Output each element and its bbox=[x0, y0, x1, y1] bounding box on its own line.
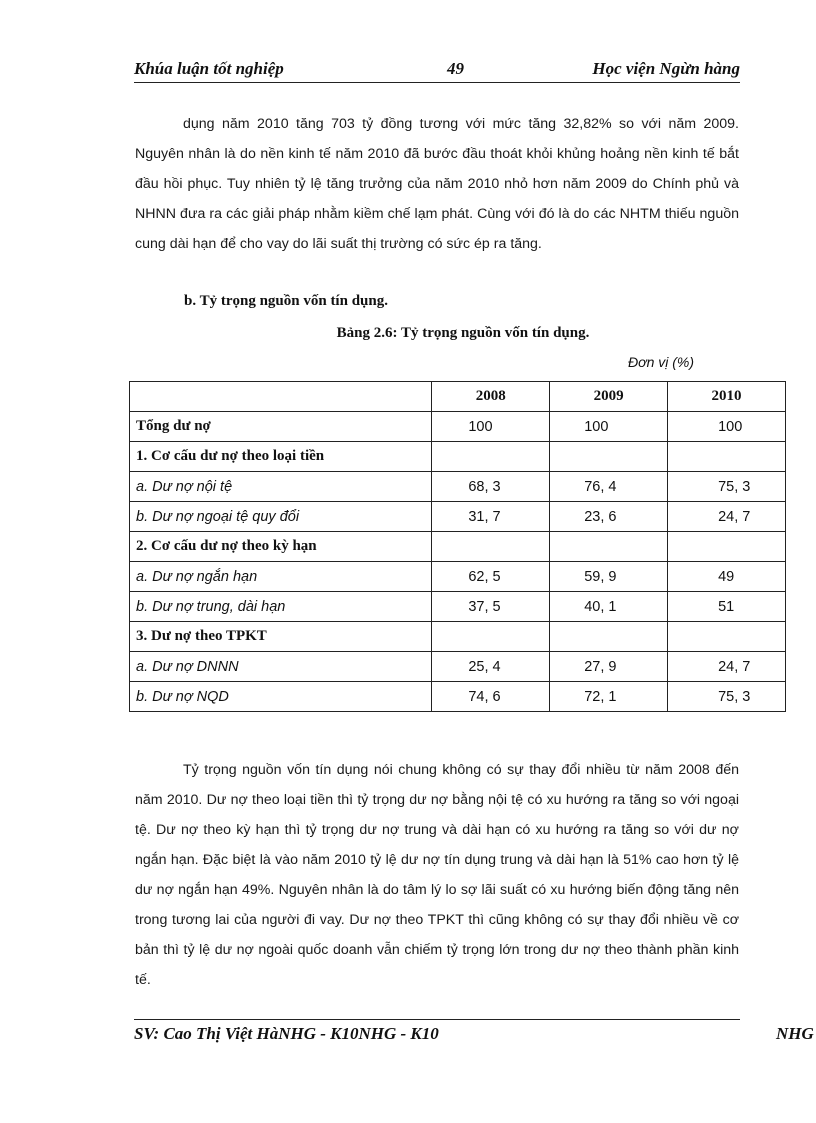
row-label: a. Dư nợ ngắn hạn bbox=[130, 562, 432, 592]
cell-2008: 62, 5 bbox=[432, 562, 550, 592]
cell-2009 bbox=[550, 622, 668, 652]
cell-2010: 49 bbox=[668, 562, 786, 592]
cell-2008 bbox=[432, 532, 550, 562]
header-institution: Học viện Ngừn hàng bbox=[592, 59, 740, 78]
row-label: b. Dư nợ ngoại tệ quy đổi bbox=[130, 502, 432, 532]
table-row bbox=[130, 442, 786, 472]
table-row bbox=[130, 592, 786, 622]
table-header-row bbox=[130, 382, 786, 412]
cell-2010 bbox=[668, 442, 786, 472]
footer-class-code: NHG bbox=[776, 1024, 814, 1043]
cell-2010: 24, 7 bbox=[668, 502, 786, 532]
paragraph-2-text: Tỷ trọng nguồn vốn tín dụng nói chung không có sự thay đổi nhiều từ năm 2008 đến năm 2010. Dư nợ theo loại tiền thì tỷ trọng dư nợ bằng nội tệ có xu hướng ra tăng so với ngoại tệ. Dư nợ theo kỳ hạn thì tỷ trọng dư nợ trung và dài hạn có xu hướng ra tăng so với dư nợ ngắn hạn. Đặc biệt là vào năm 2010 tỷ lệ dư nợ tín dụng trung và dài hạn là 51% cao hơn tỷ lệ dư nợ ngắn hạn 49%. Nguyên nhân là do tâm lý lo sợ lãi suất có xu hướng biến động tăng nên trong tương lai của người đi vay. Dư nợ theo TPKT thì cũng không có sự thay đổi nhiều về cơ bản thì tỷ lệ dư nợ ngoài quốc doanh vẫn chiếm tỷ trọng lớn trong dư nợ theo thành phần kinh tế. bbox=[135, 762, 739, 988]
cell-2010 bbox=[668, 622, 786, 652]
footer-divider bbox=[134, 1019, 740, 1020]
table-row bbox=[130, 682, 786, 712]
paragraph-1 bbox=[135, 109, 739, 259]
row-label: a. Dư nợ nội tệ bbox=[130, 472, 432, 502]
page-header bbox=[134, 58, 740, 83]
row-label: b. Dư nợ NQD bbox=[130, 682, 432, 712]
row-label: 2. Cơ cấu dư nợ theo kỳ hạn bbox=[130, 532, 432, 562]
cell-2008: 74, 6 bbox=[432, 682, 550, 712]
row-label: b. Dư nợ trung, dài hạn bbox=[130, 592, 432, 622]
table-row bbox=[130, 652, 786, 682]
header-thesis-title: Khúa luận tốt nghiệp bbox=[134, 59, 284, 78]
cell-2010 bbox=[668, 532, 786, 562]
table-row bbox=[130, 562, 786, 592]
cell-2010: 100 bbox=[668, 412, 786, 442]
table-row bbox=[130, 472, 786, 502]
cell-2008: 100 bbox=[432, 412, 550, 442]
cell-2009: 40, 1 bbox=[550, 592, 668, 622]
cell-2008: 68, 3 bbox=[432, 472, 550, 502]
cell-2008: 37, 5 bbox=[432, 592, 550, 622]
section-subheading: b. Tỷ trọng nguồn vốn tín dụng. bbox=[184, 293, 388, 309]
footer-student: SV: Cao Thị Việt HàNHG - K10NHG - K10 bbox=[134, 1024, 439, 1043]
paragraph-2 bbox=[135, 755, 739, 995]
cell-2009 bbox=[550, 442, 668, 472]
cell-2008: 31, 7 bbox=[432, 502, 550, 532]
paragraph-1-text: dụng năm 2010 tăng 703 tỷ đồng tương với mức tăng 32,82% so với năm 2009. Nguyên nhân là do nền kinh tế năm 2010 đã bước đầu thoát khỏi khủng hoảng nền kinh tế bắt đầu hồi phục. Tuy nhiên tỷ lệ tăng trưởng của năm 2010 nhỏ hơn năm 2009 do Chính phủ và NHNN đưa ra các giải pháp nhằm kiềm chế lạm phát. Cùng với đó là do các NHTM thiếu nguồn cung dài hạn để cho vay do lãi suất thị trường có sức ép ra tăng. bbox=[135, 116, 739, 252]
cell-2009: 23, 6 bbox=[550, 502, 668, 532]
unit-label: Đơn vị (%) bbox=[628, 354, 695, 370]
table-row bbox=[130, 532, 786, 562]
year-2009-header: 2009 bbox=[550, 382, 668, 412]
cell-2009: 100 bbox=[550, 412, 668, 442]
cell-2010: 24, 7 bbox=[668, 652, 786, 682]
cell-2008 bbox=[432, 442, 550, 472]
cell-2009 bbox=[550, 532, 668, 562]
cell-2009: 27, 9 bbox=[550, 652, 668, 682]
cell-2009: 76, 4 bbox=[550, 472, 668, 502]
table-row bbox=[130, 412, 786, 442]
table-row bbox=[130, 622, 786, 652]
cell-2008 bbox=[432, 622, 550, 652]
row-label: a. Dư nợ DNNN bbox=[130, 652, 432, 682]
row-label: Tổng dư nợ bbox=[130, 412, 432, 442]
table-caption: Bảng 2.6: Tỷ trọng nguồn vốn tín dụng. bbox=[336, 325, 590, 341]
cell-2008: 25, 4 bbox=[432, 652, 550, 682]
cell-2009: 72, 1 bbox=[550, 682, 668, 712]
year-2008-header: 2008 bbox=[432, 382, 550, 412]
cell-2010: 51 bbox=[668, 592, 786, 622]
year-2010-header: 2010 bbox=[668, 382, 786, 412]
cell-2009: 59, 9 bbox=[550, 562, 668, 592]
row-label: 1. Cơ cấu dư nợ theo loại tiền bbox=[130, 442, 432, 472]
header-empty-cell bbox=[130, 382, 432, 412]
row-label: 3. Dư nợ theo TPKT bbox=[130, 622, 432, 652]
credit-structure-table bbox=[129, 381, 786, 712]
table-row bbox=[130, 502, 786, 532]
cell-2010: 75, 3 bbox=[668, 472, 786, 502]
cell-2010: 75, 3 bbox=[668, 682, 786, 712]
header-page-number: 49 bbox=[447, 59, 464, 78]
